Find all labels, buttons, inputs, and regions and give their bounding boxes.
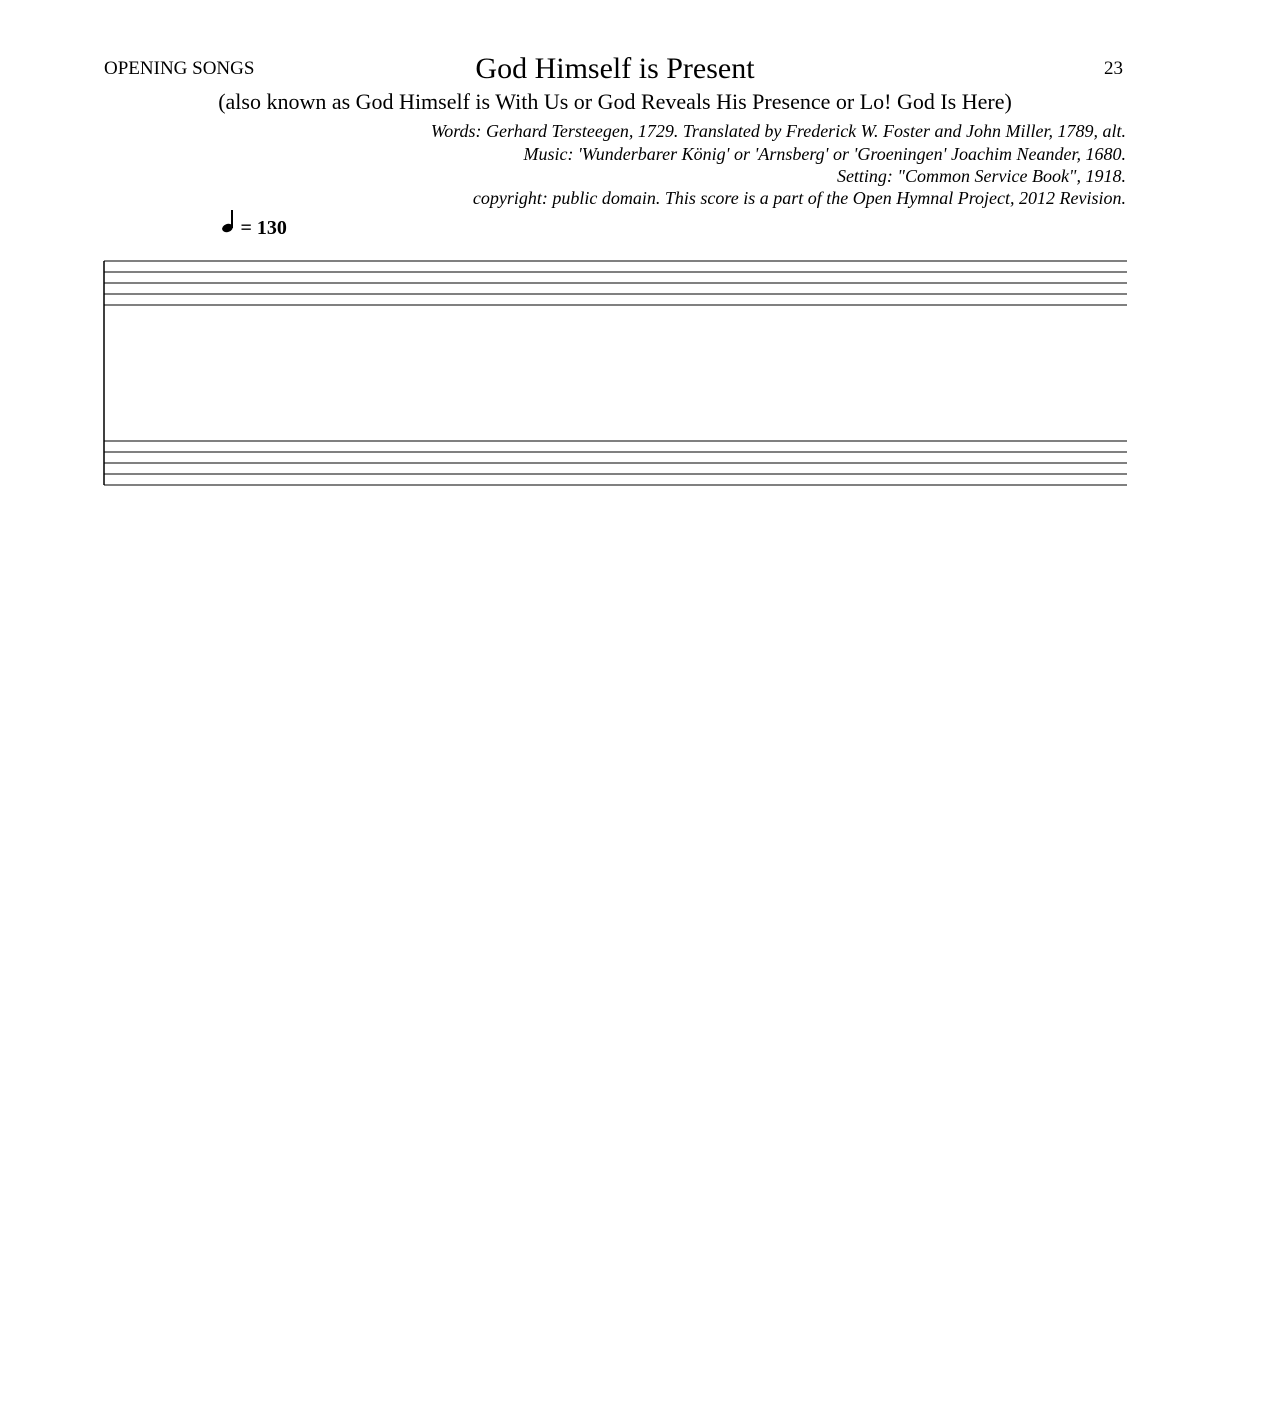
setting-credit: Setting: "Common Service Book", 1918. [836,166,1126,186]
section-label: OPENING SONGS [104,58,255,79]
hymn-title: God Himself is Present [475,52,755,85]
hymn-subtitle: (also known as God Himself is With Us or God Reveals His Presence or Lo! God Is Here) [218,89,1012,114]
tempo-value: = 130 [240,217,287,239]
words-credit: Words: Gerhard Tersteegen, 1729. Translated by Frederick W. Foster and John Miller, 1789, alt. [430,121,1126,141]
copyright-credit: copyright: public domain. This score is a part of the Open Hymnal Project, 2012 Revision. [472,188,1126,208]
music-credit: Music: 'Wunderbarer König' or 'Arnsberg' or 'Groeningen' Joachim Neander, 1680. [523,144,1126,164]
page-number: 23 [1104,58,1123,79]
